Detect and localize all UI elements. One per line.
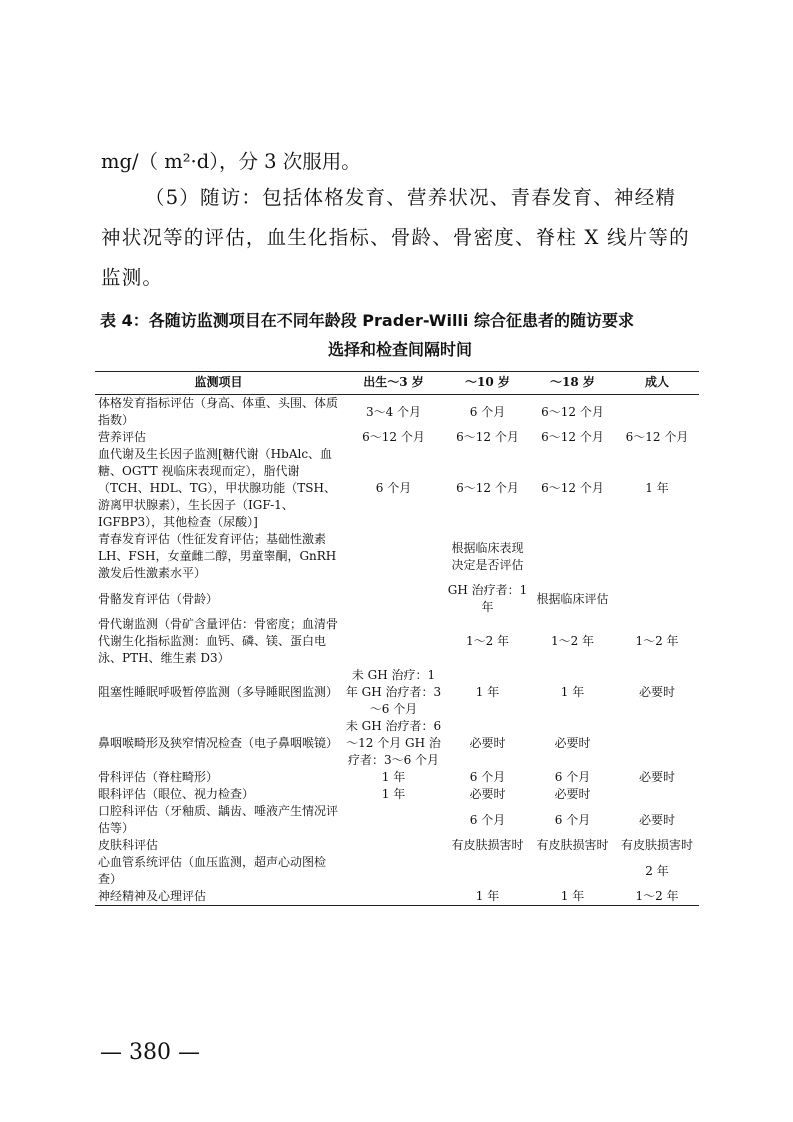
- cell-interval: 6 个月: [375, 481, 412, 495]
- cell-interval: 6 个月: [469, 404, 506, 419]
- cell-interval: 未 GH 治疗：1 年 GH 治疗者：3～6 个月: [345, 668, 442, 716]
- cell-interval: 1 年: [445, 888, 530, 906]
- cell-interval: 6～12 个月: [541, 481, 604, 495]
- cell-interval: 6 个月: [469, 770, 506, 784]
- cell-item: 眼科评估（眼位、视力检查）: [98, 787, 255, 801]
- cell-interval: 必要时: [469, 787, 506, 801]
- cell-interval: 1～2 年: [615, 888, 699, 906]
- cell-interval: 6～12 个月: [541, 430, 604, 444]
- cell-interval: [342, 888, 445, 906]
- cell-interval: 未 GH 治疗者：6～12 个月 GH 治疗者：3～6 个月: [345, 719, 442, 767]
- cell-item: 鼻咽喉畸形及狭窄情况检查（电子鼻咽喉镜）: [98, 736, 339, 750]
- header-10y: ～10 岁: [445, 372, 530, 395]
- cell-interval: 1 年: [381, 787, 406, 801]
- table-row: [95, 718, 699, 769]
- table-row: [95, 446, 699, 531]
- cell-interval: 有皮肤损害时: [451, 838, 524, 852]
- table-row: [95, 616, 699, 667]
- cell-interval: 有皮肤损害时: [536, 838, 609, 852]
- table-header-row: [95, 372, 699, 395]
- header-birth-3y: 出生～3 岁: [342, 372, 445, 395]
- cell-item: 心血管系统评估（血压监测，超声心动图检查）: [98, 855, 327, 886]
- cell-item: 体格发育指标评估（身高、体重、头围、体质指数）: [98, 396, 339, 427]
- paragraph-dosage: mg/（ m²·d），分 3 次服用。: [101, 150, 361, 173]
- cell-interval: [615, 395, 699, 430]
- cell-interval: [342, 531, 445, 582]
- table-caption-line-1: 表 4：各随访监测项目在不同年龄段 Prader-Willi 综合征患者的随访要求: [100, 311, 634, 330]
- cell-item: 骨骼发育评估（骨龄）: [98, 591, 219, 606]
- cell-item: 骨代谢监测（骨矿含量评估：骨密度；血清骨代谢生化指标监测：血钙、磷、镁、蛋白电泳、PTH、维生素 D3）: [98, 617, 339, 665]
- cell-interval: 6～12 个月: [541, 404, 604, 419]
- cell-interval: 有皮肤损害时: [620, 838, 693, 852]
- cell-interval: [530, 854, 615, 888]
- cell-item: 皮肤科评估: [98, 838, 159, 852]
- cell-interval: 1～2 年: [550, 634, 595, 648]
- cell-interval: 必要时: [469, 736, 506, 750]
- table-row: [95, 395, 699, 430]
- table-row: [95, 582, 699, 616]
- table-row: [95, 531, 699, 582]
- cell-item: 口腔科评估（牙釉质、龋齿、唾液产生情况评估等）: [98, 804, 339, 835]
- header-item: 监测项目: [95, 372, 342, 395]
- cell-interval: 1～2 年: [465, 634, 510, 648]
- cell-interval: 1 年: [381, 770, 406, 784]
- cell-interval: 必要时: [638, 685, 675, 699]
- table-row: [95, 786, 699, 803]
- cell-interval: [342, 837, 445, 854]
- cell-interval: 根据临床评估: [536, 591, 609, 606]
- cell-interval: 6～12 个月: [456, 430, 519, 444]
- cell-interval: 1 年: [530, 888, 615, 906]
- table-row: [95, 854, 699, 888]
- cell-item: 骨科评估（脊柱畸形）: [98, 770, 219, 784]
- cell-interval: 6 个月: [554, 770, 591, 784]
- cell-interval: 1～2 年: [635, 634, 679, 648]
- table-row: [95, 803, 699, 837]
- cell-interval: [615, 531, 699, 582]
- cell-interval: [615, 786, 699, 803]
- cell-interval: [530, 531, 615, 582]
- table-caption: [100, 306, 700, 364]
- cell-item: 青春发育评估（性征发育评估；基础性激素 LH、FSH，女童雌二醇，男童睾酮，GnRH 激发后性激素水平）: [98, 532, 337, 580]
- cell-interval: 6 个月: [554, 812, 591, 827]
- cell-interval: GH 治疗者：1 年: [447, 583, 528, 614]
- cell-interval: 必要时: [638, 812, 675, 827]
- table-body: [95, 395, 699, 906]
- cell-interval: 1 年: [645, 481, 669, 495]
- cell-interval: [342, 616, 445, 667]
- table-row: [95, 769, 699, 786]
- cell-interval: 根据临床表现决定是否评估: [451, 540, 524, 572]
- cell-interval: 6～12 个月: [456, 481, 519, 495]
- cell-interval: [615, 718, 699, 769]
- cell-item: 神经精神及心理评估: [95, 888, 342, 906]
- cell-interval: 必要时: [554, 787, 591, 801]
- cell-interval: 2 年: [645, 863, 669, 878]
- cell-item: 营养评估: [98, 430, 147, 444]
- follow-up-table: [95, 371, 699, 906]
- header-18y: ～18 岁: [530, 372, 615, 395]
- cell-interval: 6 个月: [469, 812, 506, 827]
- page-number: — 380 —: [100, 1040, 200, 1065]
- cell-interval: [342, 854, 445, 888]
- cell-interval: [342, 582, 445, 616]
- table-row: [95, 429, 699, 446]
- cell-interval: 1 年: [560, 685, 585, 699]
- cell-interval: [445, 854, 530, 888]
- cell-interval: 必要时: [554, 736, 591, 750]
- cell-interval: 3～4 个月: [365, 404, 422, 419]
- table-caption-line-2: 选择和检查间隔时间: [327, 340, 472, 359]
- cell-interval: [342, 803, 445, 837]
- cell-interval: [615, 582, 699, 616]
- cell-interval: 1 年: [475, 685, 500, 699]
- cell-item: 血代谢及生长因子监测[糖代谢（HbAlc、血糖、OGTT 视临床表现而定），脂代谢（TCH、HDL、TG），甲状腺功能（TSH、游离甲状腺素），生长因子（IGF-1、IGFBP3），其他检查（尿酸）]: [98, 447, 336, 529]
- table-row: [95, 667, 699, 718]
- cell-interval: 6～12 个月: [625, 430, 689, 444]
- table-row: [95, 888, 699, 906]
- paragraph-follow-up: （5）随访：包括体格发育、营养状况、青春发育、神经精神状况等的评估，血生化指标、骨龄、骨密度、脊柱 X 线片等的监测。: [101, 186, 690, 289]
- cell-interval: 6～12 个月: [362, 430, 425, 444]
- table-row: [95, 837, 699, 854]
- cell-item: 阻塞性睡眠呼吸暂停监测（多导睡眠图监测）: [98, 685, 339, 699]
- header-adult: 成人: [615, 372, 699, 395]
- cell-interval: 必要时: [638, 770, 675, 784]
